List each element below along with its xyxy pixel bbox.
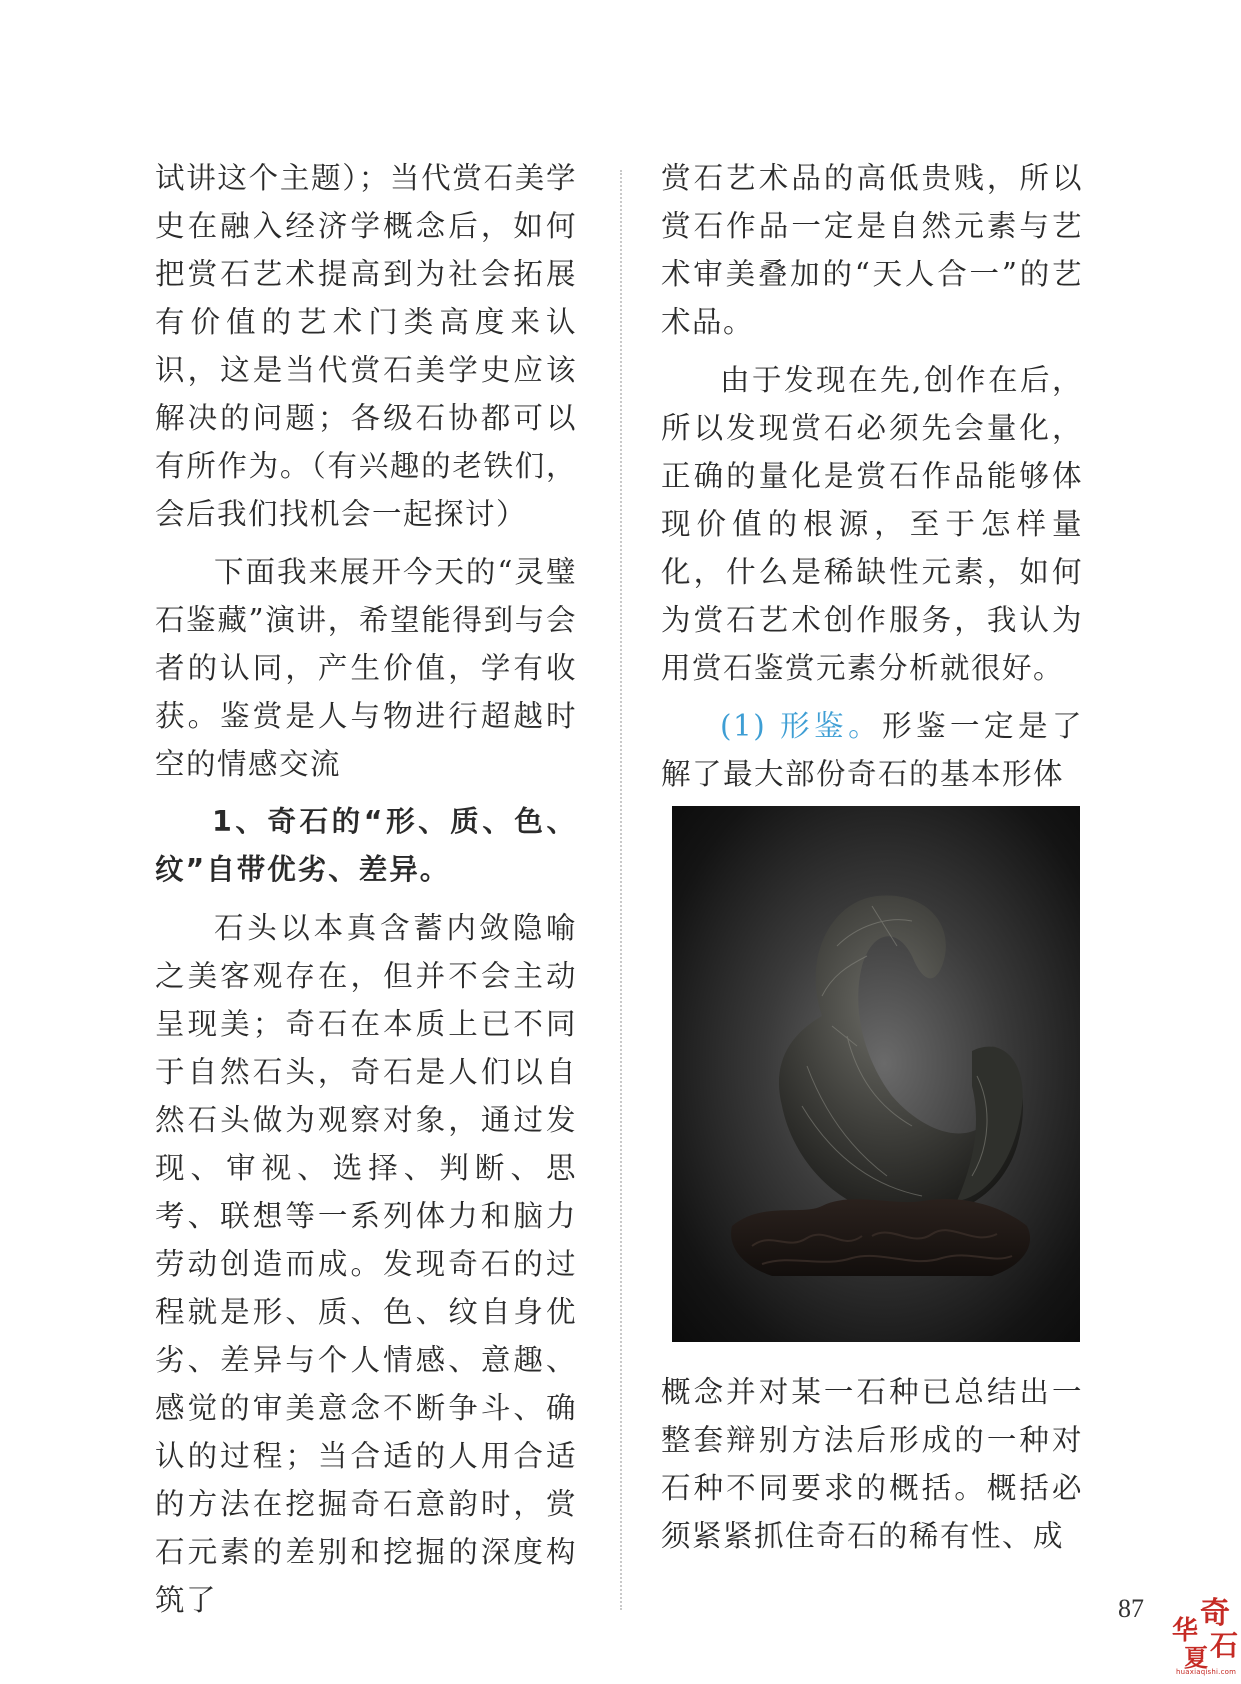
right-paragraph-4: 概念并对某一石种已总结出一整套辩别方法后形成的一种对石种不同要求的概括。概括必须紧紧抓住奇石的稀有性、成 bbox=[661, 1375, 1083, 1553]
logo-url: huaxiaqishi.com bbox=[1176, 1668, 1237, 1676]
logo-char-3: 夏 bbox=[1184, 1643, 1208, 1672]
section-heading: 1、奇石的“形、质、色、纹”自带优劣、差异。 bbox=[155, 805, 577, 886]
subsection-label: (1) 形鉴。 bbox=[720, 709, 883, 743]
left-paragraph-3: 石头以本真含蓄内敛隐喻之美客观存在，但并不会主动呈现美；奇石在本质上已不同于自然石头，奇石是人们以自然石头做为观察对象，通过发现、审视、选择、判断、思考、联想等一系列体力和脑力劳动创造而成。发现奇石的过程就是形、质、色、纹自身优劣、差异与个人情感、意趣、感觉的审美意念不断争斗、确认的过程；当合适的人用合适的方法在挖掘奇石意韵时，赏石元素的差别和挖掘的深度构筑了 bbox=[155, 911, 577, 1617]
left-paragraph-2: 下面我来展开今天的“灵璧石鉴藏”演讲，希望能得到与会者的认同，产生价值，学有收获。鉴赏是人与物进行超越时空的情感交流 bbox=[155, 555, 577, 781]
right-paragraph-1: 赏石艺术品的高低贵贱，所以赏石作品一定是自然元素与艺术审美叠加的“天人合一”的艺术品。 bbox=[661, 161, 1083, 339]
right-column-upper bbox=[661, 154, 1083, 798]
subsection-text: 形鉴一定是了解了最大部份奇石的基本形体 bbox=[661, 709, 1083, 791]
lingbi-stone-image bbox=[672, 806, 1080, 1342]
logo-char-2: 奇 bbox=[1200, 1596, 1230, 1631]
right-column-lower bbox=[661, 1368, 1083, 1560]
page-number: 87 bbox=[1118, 1594, 1144, 1623]
right-paragraph-2: 由于发现在先,创作在后，所以发现赏石必须先会量化，正确的量化是赏石作品能够体现价值的根源，至于怎样量化，什么是稀缺性元素，如何为赏石艺术创作服务，我认为用赏石鉴赏元素分析就很好。 bbox=[661, 363, 1083, 685]
right-paragraph-3 bbox=[661, 702, 1083, 798]
stone-photo bbox=[672, 806, 1080, 1342]
left-column bbox=[155, 154, 577, 1624]
huaxia-qishi-logo bbox=[1172, 1588, 1240, 1678]
column-divider bbox=[620, 170, 622, 1610]
logo-char-4: 石 bbox=[1210, 1629, 1239, 1662]
logo-char-1: 华 bbox=[1172, 1616, 1199, 1646]
left-paragraph-1: 试讲这个主题）；当代赏石美学史在融入经济学概念后，如何把赏石艺术提高到为社会拓展有价值的艺术门类高度来认识，这是当代赏石美学史应该解决的问题；各级石协都可以有所作为。（有兴趣的老铁们，会后我们找机会一起探讨） bbox=[155, 161, 577, 531]
